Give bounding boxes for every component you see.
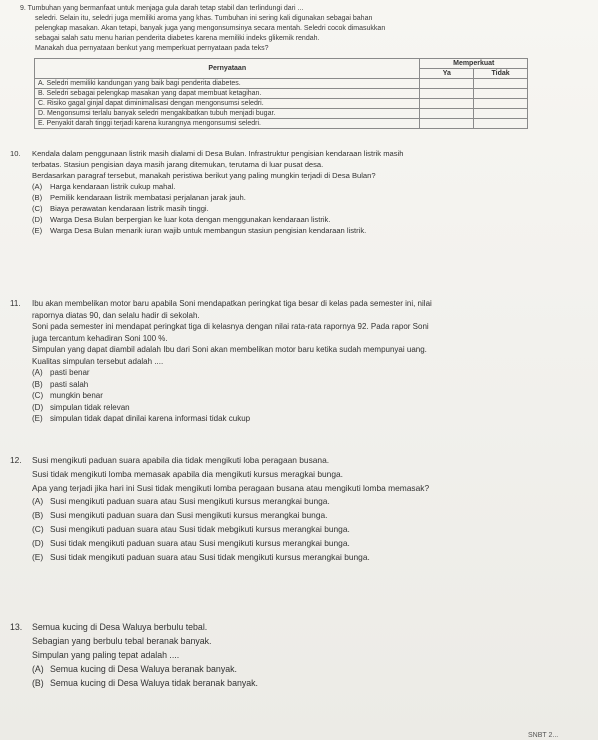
question-number: 11. (10, 299, 21, 308)
check-no-c[interactable] (474, 99, 528, 109)
table-row (35, 119, 528, 129)
option-b[interactable]: (B) Semua kucing di Desa Waluya tidak beranak banyak. (32, 678, 258, 688)
question-text: Kendala dalam penggunaan listrik masih dialami di Desa Bulan. Infrastruktur pengisian kendaraan listrik masih (32, 149, 404, 158)
question-text: Simpulan yang paling tepat adalah .... (32, 650, 180, 660)
intro-line: 9. Tumbuhan yang bermanfaat untuk menjaga gula darah tetap stabil dan terlindungi dari ... (20, 5, 304, 12)
statement-b: B. Seledri sebagai pelengkap masakan yang dapat membuat ketagihan. (35, 89, 420, 99)
question-text: juga tercantum kehadiran Soni 100 %. (32, 333, 168, 343)
check-no-b[interactable] (474, 89, 528, 99)
table-row (35, 89, 528, 99)
question-10 (10, 148, 598, 236)
question-text: Kualitas simpulan tersebut adalah .... (32, 356, 164, 366)
question-text: Soni pada semester ini mendapat peringkat tiga di kelasnya dengan nilai rata-rata rapornya 92. Pada rapor Soni (32, 322, 429, 331)
option-c[interactable]: (C) mungkin benar (32, 391, 103, 400)
option-b[interactable]: (B) Susi mengikuti paduan suara dan Susi mengikuti kursus merangkai bunga. (32, 510, 328, 521)
question-text: Sebagian yang berbulu tebal beranak banyak. (32, 636, 212, 646)
option-a[interactable]: (A) Harga kendaraan listrik cukup mahal. (32, 182, 176, 191)
statement-a: A. Seledri memiliki kandungan yang baik bagi penderita diabetes. (35, 79, 420, 89)
table-row (35, 109, 528, 119)
check-yes-b[interactable] (420, 89, 474, 99)
statement-d: D. Mengonsumsi terlalu banyak seledri mengakibatkan tubuh menjadi bugar. (35, 109, 420, 119)
check-yes-e[interactable] (420, 119, 474, 129)
option-a[interactable]: (A) Susi mengikuti paduan suara atau Susi mengikuti kursus merangkai bunga. (32, 496, 330, 507)
question-13 (10, 620, 598, 690)
option-d[interactable]: (D) Susi tidak mengikuti paduan suara atau Susi mengikuti kursus merangkai bunga. (32, 537, 350, 548)
option-b[interactable]: (B) pasti salah (32, 379, 89, 389)
option-e[interactable]: (E) simpulan tidak dapat dinilai karena informasi tidak cukup (32, 414, 251, 423)
statement-table (34, 58, 528, 129)
option-a[interactable]: (A) Semua kucing di Desa Waluya beranak banyak. (32, 664, 237, 674)
question-text: Susi mengikuti paduan suara apabila dia tidak mengikuti loba peragaan busana. (32, 455, 330, 465)
option-d[interactable]: (D) simpulan tidak relevan (32, 402, 130, 412)
header-strengthen: Memperkuat (420, 59, 528, 69)
question-text: Apa yang terjadi jika hari ini Susi tidak mengikuti lomba peragaan busana atau mengikuti lomba memasak? (32, 482, 430, 493)
option-a[interactable]: (A) pasti benar (32, 368, 90, 377)
page-footer: SNBT 2... (528, 732, 559, 739)
question-text: Susi tidak mengikuti lomba memasak apabila dia mengikuti kursus meragkai bunga. (32, 468, 343, 479)
question-number: 12. (10, 455, 22, 465)
check-yes-a[interactable] (420, 79, 474, 89)
check-yes-d[interactable] (420, 109, 474, 119)
question-text: terbatas. Stasiun pengisian daya masih jarang ditemukan, terutama di luar pusat desa. (32, 160, 324, 169)
check-yes-c[interactable] (420, 99, 474, 109)
option-e[interactable]: (E) Warga Desa Bulan menarik iuran wajib untuk membangun stasiun pengisian kendaraan listrik. (32, 226, 367, 235)
table-row (35, 79, 528, 89)
option-e[interactable]: (E) Susi tidak mengikuti paduan suara atau Susi tidak mengikuti kursus merangkai bunga. (32, 551, 370, 562)
option-c[interactable]: (C) Biaya perawatan kendaraan listrik masih tinggi. (32, 204, 209, 213)
question-text: Semua kucing di Desa Waluya berbulu tebal. (32, 622, 208, 632)
check-no-d[interactable] (474, 109, 528, 119)
question-number: 10. (10, 149, 21, 158)
intro-line: seledri. Selain itu, seledri juga memiliki aroma yang khas. Tumbuhan ini sering kali digunakan sebagai bahan (35, 15, 373, 22)
check-no-e[interactable] (474, 119, 528, 129)
intro-line: sebagai salah satu menu harian penderita diabetes karena memiliki indeks glikemik rendah. (35, 35, 320, 42)
intro-question: Manakah dua pernyataan benkut yang memperkuat pernyataan pada teks? (35, 45, 269, 52)
option-d[interactable]: (D) Warga Desa Bulan berpergian ke luar kota dengan menggunakan kendaraan listrik. (32, 215, 331, 224)
option-b[interactable]: (B) Pemilik kendaraan listrik membatasi perjalanan jarak jauh. (32, 193, 246, 202)
statement-c: C. Risiko gagal ginjal dapat diminimalisasi dengan mengonsumsi seledri. (35, 99, 420, 109)
question-12 (10, 454, 598, 564)
header-no: Tidak (474, 69, 528, 79)
header-yes: Ya (420, 69, 474, 79)
question-text: Simpulan yang dapat diambil adalah Ibu dari Soni akan membelikan motor baru ketika sudah mempunyai uang. (32, 345, 427, 354)
question-number: 13. (10, 622, 23, 632)
question-text: rapornya diatas 90, dan selalu hadir di sekolah. (32, 310, 200, 320)
question-text: Berdasarkan paragraf tersebut, manakah peristiwa berikut yang paling mungkin terjadi di Desa Bulan? (32, 171, 376, 180)
intro-line: pelengkap masakan. Akan tetapi, banyak juga yang mengonsumsinya secara mentah. Seledri cocok dimasukkan (35, 25, 386, 32)
table-row (35, 99, 528, 109)
question-9-intro (20, 4, 595, 54)
statement-e: E. Penyakit darah tinggi terjadi karena kurangnya mengonsumsi seledri. (35, 119, 420, 129)
check-no-a[interactable] (474, 79, 528, 89)
header-statement: Pernyataan (35, 59, 420, 79)
question-11 (10, 298, 598, 425)
question-text: Ibu akan membelikan motor baru apabila Soni mendapatkan peringkat tiga besar di kelas pada semester ini, nilai (32, 299, 432, 308)
option-c[interactable]: (C) Susi mengikuti paduan suara atau Susi tidak mebgikuti kursus merangkai bunga. (32, 523, 350, 534)
